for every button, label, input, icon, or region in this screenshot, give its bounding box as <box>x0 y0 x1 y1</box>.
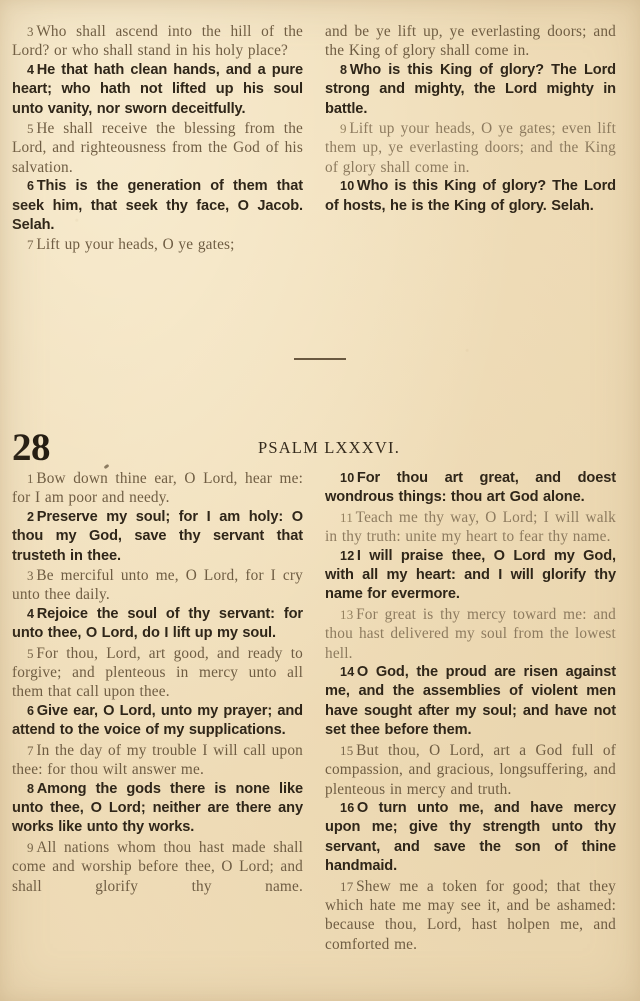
verse-text: O turn unto me, and have mercy upon me; give thy strength unto thy servant, and save the son of thine handmaid. <box>325 799 616 875</box>
section-psalm-continuation <box>0 22 640 255</box>
two-column-layout <box>0 469 640 954</box>
verse-paragraph <box>12 119 303 177</box>
verse-text: Preserve my soul; for I am holy: O thou my God, save thy servant that trusteth in thee. <box>12 508 303 564</box>
verse-number: 4 <box>27 62 35 77</box>
verse-number: 14 <box>340 665 355 680</box>
verse-paragraph <box>325 22 616 61</box>
verse-number: 16 <box>340 800 355 815</box>
verse-number: 13 <box>340 606 354 622</box>
verse-paragraph <box>325 177 616 216</box>
verse-text: Bow down thine ear, O Lord, hear me: for I am poor and needy. <box>12 470 303 507</box>
verse-text: For great is thy mercy toward me: and thou hast delivered my soul from the lowest hell. <box>325 605 616 662</box>
verse-text: For thou, Lord, art good, and ready to forgive; and plenteous in mercy unto all them that call upon thee. <box>12 644 303 701</box>
verse-paragraph <box>325 663 616 741</box>
verse-number: 7 <box>27 742 34 758</box>
verse-text: In the day of my trouble I will call upon thee: for thou wilt answer me. <box>12 741 303 779</box>
verse-text: He shall receive the blessing from the Lord, and righteousness from the God of his salvation. <box>12 120 303 176</box>
two-column-layout <box>0 22 640 255</box>
verse-text: and be ye lift up, ye everlasting doors; and the King of glory shall come in. <box>325 23 616 60</box>
right-text-column <box>325 22 616 255</box>
verse-paragraph <box>325 605 616 663</box>
verse-number: 12 <box>340 548 355 563</box>
verse-paragraph <box>325 877 616 955</box>
verse-number: 9 <box>340 121 347 137</box>
verse-paragraph <box>325 547 616 605</box>
verse-paragraph <box>325 799 616 877</box>
verse-text: Rejoice the soul of thy servant: for unto thee, O Lord, do I lift up my soul. <box>12 605 303 642</box>
verse-text: Who is this King of glory? The Lord of hosts, he is the King of glory. Selah. <box>325 178 616 214</box>
verse-paragraph <box>12 741 303 780</box>
left-text-column <box>12 22 303 255</box>
verse-number: 6 <box>27 179 35 194</box>
verse-paragraph <box>12 177 303 235</box>
verse-text: But thou, O Lord, art a God full of compassion, and gracious, longsuffering, and plenteous in mercy and truth. <box>325 741 616 798</box>
verse-text: Lift up your heads, O ye gates; even lift them up, ye everlasting doors; and the King of glory shall come in. <box>325 120 616 176</box>
verse-number: 6 <box>27 703 35 718</box>
verse-paragraph <box>12 838 303 896</box>
verse-paragraph <box>325 508 616 547</box>
verse-text: Who shall ascend into the hill of the Lord? or who shall stand in his holy place? <box>12 23 303 60</box>
verse-paragraph <box>12 566 303 605</box>
verse-text: Shew me a token for good; that they which hate me may see it, and be ashamed: because thou, Lord, hast holpen me, and comforted me. <box>325 877 616 953</box>
verse-paragraph <box>12 780 303 838</box>
verse-number: 3 <box>27 568 34 584</box>
verse-number: 8 <box>340 62 348 77</box>
verse-number: 4 <box>27 606 35 621</box>
verse-text: All nations whom thou hast made shall come and worship before thee, O Lord; and shall glorify thy name. <box>12 838 303 895</box>
verse-paragraph <box>12 235 303 254</box>
verse-text: He that hath clean hands, and a pure heart; who hath not lifted up his soul unto vanity, nor sworn deceitfully. <box>12 61 303 117</box>
verse-paragraph <box>12 22 303 61</box>
hymn-header <box>0 428 640 474</box>
verse-number: 9 <box>27 839 34 855</box>
verse-number: 17 <box>340 878 354 894</box>
section-psalm-86 <box>0 469 640 954</box>
verse-paragraph <box>325 741 616 799</box>
verse-paragraph <box>12 702 303 741</box>
verse-number: 5 <box>27 121 34 137</box>
page-title: PSALM LXXXVI. <box>257 438 401 457</box>
verse-number: 10 <box>340 471 355 485</box>
verse-paragraph <box>12 605 303 644</box>
verse-text: I will praise thee, O Lord my God, with all my heart: and I will glorify thy name for evermore. <box>325 547 616 603</box>
verse-number: 3 <box>27 24 34 39</box>
verse-paragraph <box>325 119 616 177</box>
verse-text: Teach me thy way, O Lord; I will walk in thy truth: unite my heart to fear thy name. <box>325 508 616 546</box>
hymn-number: 28 <box>12 426 50 469</box>
left-text-column <box>12 469 303 954</box>
verse-text: Lift up your heads, O ye gates; <box>36 236 235 254</box>
verse-number: 11 <box>340 509 354 525</box>
verse-paragraph <box>12 644 303 702</box>
verse-text: Give ear, O Lord, unto my prayer; and attend to the voice of my supplications. <box>12 702 303 739</box>
verse-paragraph <box>325 61 616 119</box>
verse-number: 7 <box>27 237 34 253</box>
verse-number: 1 <box>27 471 34 486</box>
verse-number: 10 <box>340 179 355 194</box>
verse-text: For thou art great, and doest wondrous things: thou art God alone. <box>325 470 616 506</box>
verse-paragraph <box>12 469 303 508</box>
verse-number: 15 <box>340 742 354 758</box>
verse-paragraph <box>12 508 303 566</box>
verse-text: This is the generation of them that seek him, that seek thy face, O Jacob. Selah. <box>12 178 303 234</box>
verse-text: Among the gods there is none like unto thee, O Lord; neither are there any works like unto thy works. <box>12 780 303 836</box>
verse-paragraph <box>325 469 616 508</box>
right-text-column <box>325 469 616 954</box>
verse-paragraph <box>12 61 303 119</box>
horizontal-rule-icon <box>294 358 346 360</box>
verse-number: 8 <box>27 781 35 796</box>
verse-number: 5 <box>27 645 34 661</box>
verse-text: O God, the proud are risen against me, and the assemblies of violent men have sought after my soul; and have not set thee before them. <box>325 664 616 739</box>
verse-number: 2 <box>27 509 35 524</box>
verse-text: Who is this King of glory? The Lord strong and mighty, the Lord mighty in battle. <box>325 61 616 117</box>
verse-text: Be merciful unto me, O Lord, for I cry unto thee daily. <box>12 567 303 604</box>
section-divider-ornament <box>0 350 640 368</box>
